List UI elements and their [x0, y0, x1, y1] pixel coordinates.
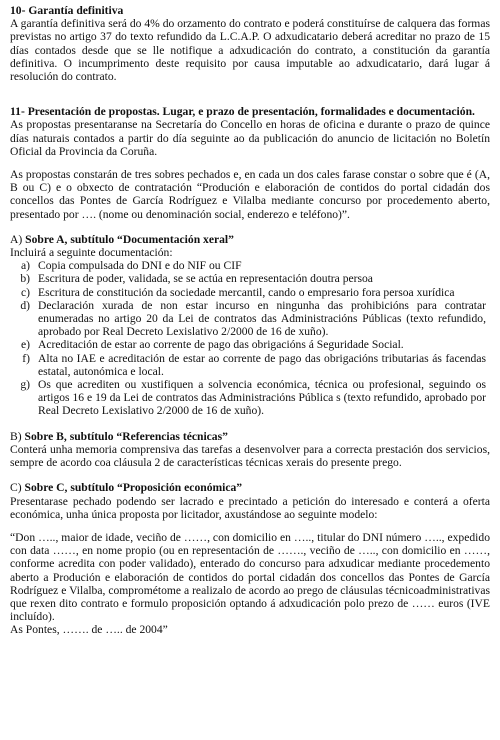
- section-10-text: A garantía definitiva será do 4% do orzamento do contrato e poderá constituírse de calquera das formas previstas no artigo 37 do texto refundido da L.C.A.P. O adxudicatario deberá acreditar no prazo de 15 días contados desde que se lle notifique a adxudicación do contrato, a constitución da garantía definitiva. O incumprimento deste requisito por causa imputable ao adxudicatario, dará lugar á resolución do contrato.: [10, 17, 490, 84]
- list-item: [10, 338, 490, 351]
- sobre-a-document-list: [10, 259, 490, 417]
- list-marker: c): [20, 285, 30, 299]
- sobre-b-title: Sobre B, subtítulo “Referencias técnicas”: [24, 429, 228, 443]
- list-item: [10, 259, 490, 272]
- sobre-b-heading: [10, 430, 490, 443]
- list-item: [10, 352, 490, 378]
- sobre-c-prefix: C): [10, 481, 25, 495]
- list-item-text: Alta no IAE e acreditación de estar ao corrente de pago das obrigacións tributarias ás facendas estatal, autonómica e local.: [38, 351, 486, 378]
- list-item: [10, 299, 490, 339]
- list-item-text: Declaración xurada de non estar incurso en ningunha das prohibicións para contratar enumeradas no artigo 20 da Lei de contratos das Administracións Públicas (texto refundido, aprobado por Real Decreto Lexislativo 2/2000 de 16 de xuño).: [38, 298, 486, 339]
- proposal-model-text: “Don ….., maior de idade, veciño de ……, con domicilio en ….., titular do DNI número ….., expedido con data ……, en nome propio (ou en representación de ……., veciño de ….., con domicilio en ……, conforme acredita con poder validado), enterado do concurso para adxudicar mediante procedemento aberto a Produción e elaboración de contidos do portal cidadán dos concellos das Pontes de García Rodríguez e Vilalba, comprométome a realizalo de acordo ao prego de cláusulas técnicoadministrativas que rexen dito contrato e formulo proposición optando á adxudicación polo prezo de …… euros (IVE incluído).: [10, 530, 490, 624]
- list-item-text: Acreditación de estar ao corrente de pago das obrigacións á Seguridade Social.: [38, 338, 404, 352]
- section-11-paragraph-1: As propostas presentaranse na Secretaría do Concello en horas de oficina e durante o prazo de quince días naturais contados a partir do día seguinte ao da publicación do anuncio de licitación no Boletín Oficial da Provincia da Coruña.: [10, 118, 490, 158]
- proposal-closing: As Pontes, ……. de ….. de 2004”: [10, 623, 168, 637]
- list-item-text: Os que acrediten ou xustifiquen a solvencia económica, técnica ou profesional, seguindo os artigos 16 e 19 da Lei de contratos das Administracións Pública s (texto refundido, aprobado por Real Decreto Lexislativo 2/2000 de 16 de xuño).: [38, 378, 486, 418]
- sobre-c-title: Sobre C, subtítulo “Proposición económica”: [24, 481, 243, 495]
- list-item-text: Escritura de poder, validada, se se actúa en representación doutra persoa: [38, 272, 373, 286]
- sobre-a-title: Sobre A, subtítulo “Documentación xeral”: [25, 232, 234, 246]
- sobre-b-text: Conterá unha memoria comprensiva das tarefas a desenvolver para a correcta prestación dos servicios, sempre de acordo coa cláusula 2 de características técnicas xerais do presente prego.: [10, 442, 490, 470]
- sobre-c-heading: [10, 481, 490, 494]
- list-item-text: Copia compulsada do DNI e do NIF ou CIF: [38, 259, 242, 273]
- list-marker: f): [22, 351, 30, 365]
- sobre-a-intro: Incluirá a seguinte documentación:: [10, 246, 173, 260]
- list-marker: d): [20, 298, 30, 312]
- section-11-paragraph-2: As propostas constarán de tres sobres pechados e, en cada un dos cales farase constar o sobre que é (A, B ou C) e o obxecto de contratación “Produción e elaboración de contidos do portal cidadán dos concellos das Pontes de García Rodríguez e Vilalba mediante concurso por procedemento aberto, presentado por …. (nome ou denominación social, enderezo e teléfono)”.: [10, 168, 490, 221]
- list-item: [10, 378, 490, 418]
- list-item-text: Escritura de constitución da sociedade mercantil, cando o empresario fora persoa xurídica: [38, 285, 455, 299]
- sobre-a-prefix: A): [10, 232, 26, 246]
- list-marker: g): [20, 378, 30, 392]
- sobre-a-heading: [10, 233, 490, 246]
- sobre-b-prefix: B): [10, 429, 25, 443]
- list-item: [10, 286, 490, 299]
- sobre-c-text: Presentarase pechado podendo ser lacrado e precintado a petición do interesado e conterá a oferta económica, unha única proposta por licitador, axustándose ao seguinte modelo:: [10, 494, 490, 521]
- section-10-heading: 10- Garantía definitiva: [10, 4, 124, 17]
- list-item: [10, 272, 490, 285]
- section-11-heading: 11- Presentación de propostas. Lugar, e prazo de presentación, formalidades e documentación.: [10, 105, 475, 119]
- list-marker: b): [20, 272, 30, 286]
- list-marker: e): [20, 338, 30, 352]
- list-marker: a): [20, 259, 30, 273]
